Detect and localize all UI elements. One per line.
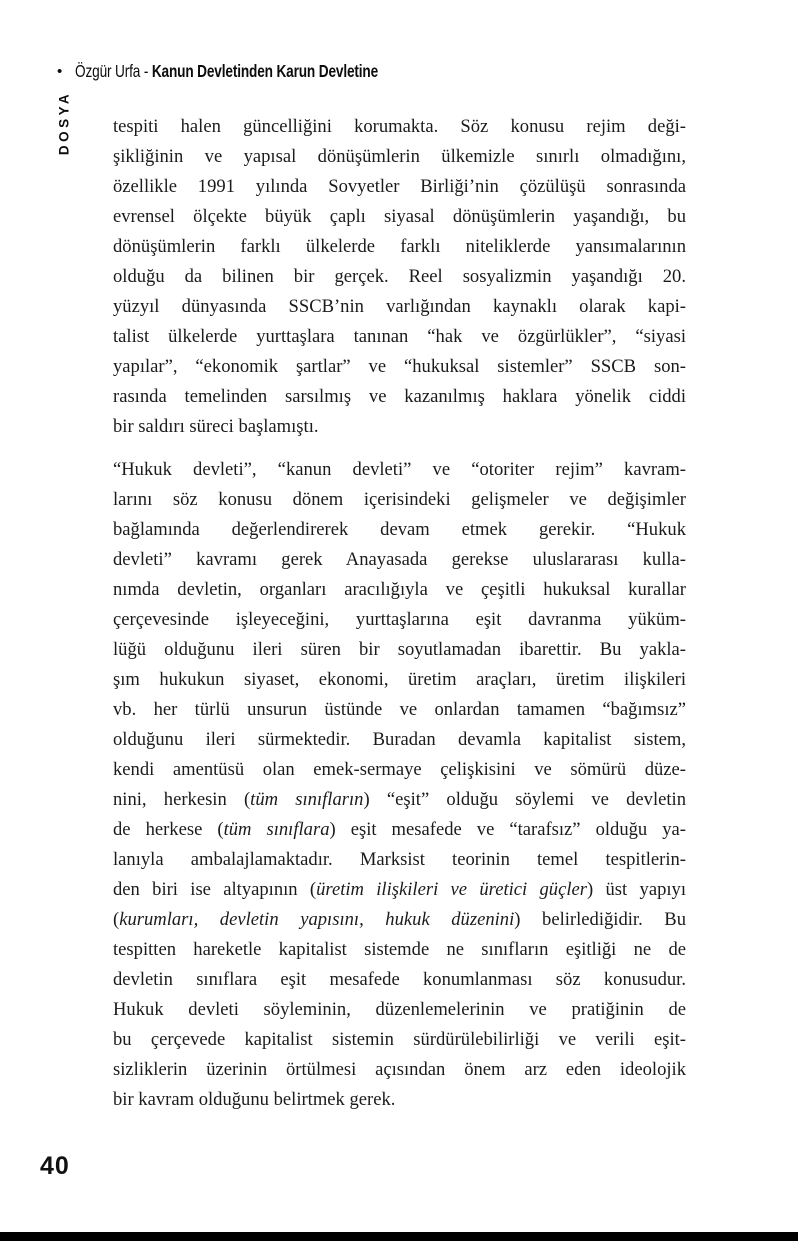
- article-body: [113, 112, 686, 1128]
- text-line: lüğü olduğunu ileri süren bir soyutlamadan ibarettir. Bu yakla-: [113, 639, 686, 660]
- bullet-icon: •: [57, 62, 63, 80]
- sidebar-vertical-label: DOSYA: [56, 90, 72, 156]
- text-line: tespiti halen güncelliğini korumakta. Söz konusu rejim deği-: [113, 116, 686, 137]
- text-line: Hukuk devleti söyleminin, düzenlemelerinin ve pratiğinin de: [113, 999, 686, 1020]
- paragraph: [113, 112, 686, 442]
- text-line: yapılar”, “ekonomik şartlar” ve “hukuksal sistemler” SSCB son-: [113, 356, 686, 377]
- text-line: bu çerçevede kapitalist sistemin sürdürülebilirliği ve verili eşit-: [113, 1029, 686, 1050]
- text-line: yüzyıl dünyasında SSCB’nin varlığından kaynaklı olarak kapi-: [113, 296, 686, 317]
- text-line: larını söz konusu dönem içerisindeki gelişmeler ve değişimler: [113, 489, 686, 510]
- text-line: olduğu da bilinen bir gerçek. Reel sosyalizmin yaşandığı 20.: [113, 266, 686, 287]
- text-line: (kurumları, devletin yapısını, hukuk düzenini) belirlediğidir. Bu: [113, 909, 686, 930]
- text-line: bir saldırı süreci başlamıştı.: [113, 416, 319, 437]
- text-line: şım hukukun siyaset, ekonomi, üretim araçları, üretim ilişkileri: [113, 669, 686, 690]
- text-line: devleti” kavramı gerek Anayasada gerekse uluslararası kulla-: [113, 549, 686, 570]
- page-number: 40: [40, 1152, 70, 1180]
- text-line: de herkese (tüm sınıflara) eşit mesafede ve “tarafsız” olduğu ya-: [113, 819, 686, 840]
- text-line: lanıyla ambalajlamaktadır. Marksist teorinin temel tespitlerin-: [113, 849, 686, 870]
- text-line: nini, herkesin (tüm sınıfların) “eşit” olduğu söylemi ve devletin: [113, 789, 686, 810]
- text-line: olduğunu ileri sürmektedir. Buradan devamla kapitalist sistem,: [113, 729, 686, 750]
- text-line: devletin sınıflara eşit mesafede konumlanması söz konusudur.: [113, 969, 686, 990]
- text-line: evrensel ölçekte büyük çaplı siyasal dönüşümlerin yaşandığı, bu: [113, 206, 686, 227]
- text-line: tespitten hareketle kapitalist sistemde ne sınıfların eşitliği ne de: [113, 939, 686, 960]
- paragraph: [113, 455, 686, 1115]
- text-line: şikliğinin ve yapısal dönüşümlerin ülkemizle sınırlı olmadığını,: [113, 146, 686, 167]
- header-article-title: Kanun Devletinden Karun Devletine: [152, 60, 379, 81]
- text-line: “Hukuk devleti”, “kanun devleti” ve “otoriter rejim” kavram-: [113, 459, 686, 480]
- text-line: özellikle 1991 yılında Sovyetler Birliği’nin çözülüşü sonrasında: [113, 176, 686, 197]
- text-line: kendi amentüsü olan emek-sermaye çelişkisini ve sömürü düze-: [113, 759, 686, 780]
- text-line: vb. her türlü unsurun üstünde ve onlardan tamamen “bağımsız”: [113, 699, 686, 720]
- text-line: nımda devletin, organları aracılığıyla ve çeşitli hukuksal kurallar: [113, 579, 686, 600]
- text-line: bir kavram olduğunu belirtmek gerek.: [113, 1089, 396, 1110]
- text-line: sizliklerin üzerinin örtülmesi açısından önem arz eden ideolojik: [113, 1059, 686, 1080]
- text-line: dönüşümlerin farklı ülkelerde farklı niteliklerde yansımalarının: [113, 236, 686, 257]
- page-header: [57, 60, 464, 82]
- header-separator: -: [140, 60, 153, 81]
- header-text: [75, 61, 378, 82]
- page-bottom-bar: [0, 1232, 798, 1241]
- header-author: Özgür Urfa: [75, 60, 141, 81]
- text-line: den biri ise altyapının (üretim ilişkileri ve üretici güçler) üst yapıyı: [113, 879, 686, 900]
- text-line: talist ülkelerde yurttaşlara tanınan “hak ve özgürlükler”, “siyasi: [113, 326, 686, 347]
- text-line: bağlamında değerlendirerek devam etmek gerekir. “Hukuk: [113, 519, 686, 540]
- text-line: rasında temelinden sarsılmış ve kazanılmış haklara yönelik ciddi: [113, 386, 686, 407]
- text-line: çerçevesinde işleyeceğini, yurttaşlarına eşit davranma yüküm-: [113, 609, 686, 630]
